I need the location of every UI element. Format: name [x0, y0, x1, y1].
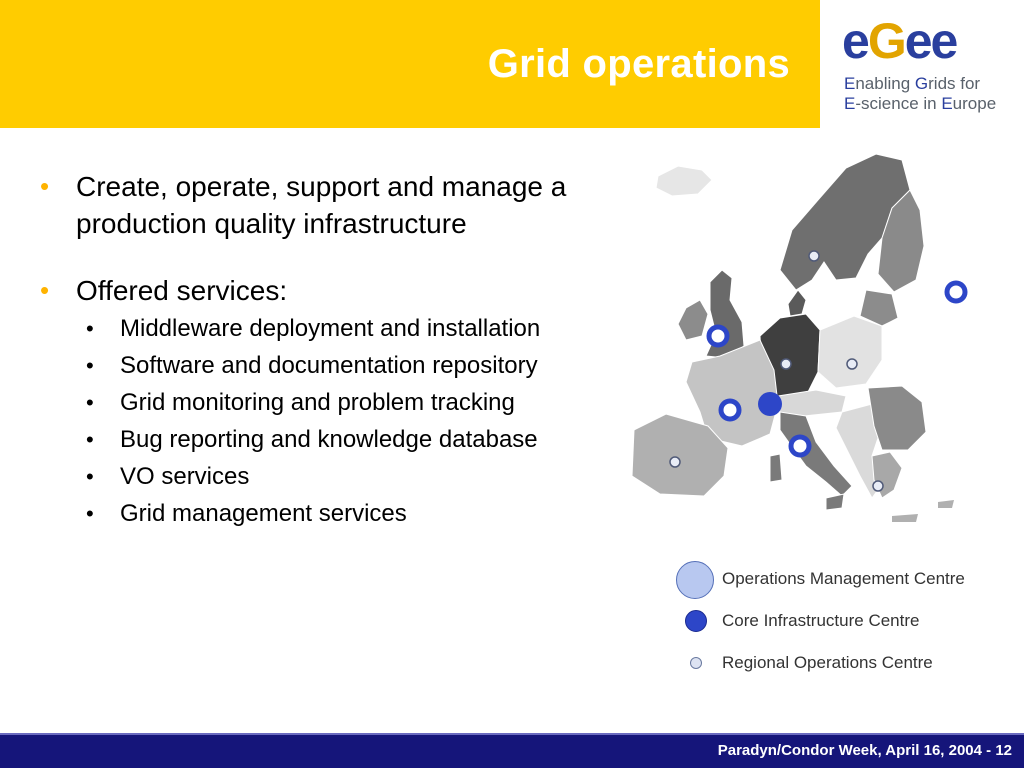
legend-label: Regional Operations Centre [722, 653, 933, 672]
sub-bullet-item: • Grid management services [86, 500, 407, 527]
cic-marker-italy [791, 437, 809, 455]
map-region-central-east [818, 316, 882, 388]
map-region-crete [892, 514, 918, 522]
logo-mark-e: e [842, 13, 868, 69]
sub-bullet-item: • Middleware deployment and installation [86, 315, 541, 342]
logo-mark-ee: ee [904, 13, 957, 69]
europe-map [620, 150, 1000, 535]
footer-bar [0, 733, 1024, 768]
sub-bullet-text: VO services [120, 463, 250, 490]
map-region-cyprus [938, 500, 954, 508]
logo-tagline-line1: Enabling Grids for [844, 74, 981, 93]
sub-bullet-text: Middleware deployment and installation [120, 315, 541, 342]
roc-marker-central-east [847, 359, 857, 369]
roc-marker-greece [873, 481, 883, 491]
logo-tagline-line2: E-science in Europe [844, 94, 997, 113]
map-region-sardinia [770, 454, 782, 482]
legend-item-omc [672, 560, 1012, 600]
logo-mark-g: G [867, 13, 905, 69]
bullet-text: Offered services: [76, 275, 288, 306]
map-region-denmark [788, 290, 806, 316]
legend-item-cic [672, 602, 1012, 642]
map-region-sicily [826, 494, 844, 510]
sub-bullet-item: • Bug reporting and knowledge database [86, 426, 538, 453]
bullet-item [40, 272, 600, 309]
legend-cic-icon [685, 610, 707, 632]
map-region-alpine [778, 390, 846, 416]
bullet-text: Create, operate, support and manage a production quality infrastructure [76, 171, 567, 239]
sub-bullet-text: Software and documentation repository [120, 352, 538, 379]
bullet-item [40, 168, 600, 242]
sub-bullet-text: Bug reporting and knowledge database [120, 426, 538, 453]
cic-marker-france [721, 401, 739, 419]
sub-bullet-item: • Software and documentation repository [86, 352, 538, 379]
slide-title: Grid operations [487, 42, 790, 86]
omc-marker-cern [758, 392, 782, 416]
legend-label: Core Infrastructure Centre [722, 611, 920, 630]
sub-bullet-item: • VO services [86, 463, 250, 490]
footer-divider [0, 733, 1024, 735]
bullet-marker: • [40, 275, 50, 305]
sub-bullet-list [40, 313, 600, 529]
roc-marker-iberia [670, 457, 680, 467]
legend-roc-icon [690, 657, 702, 669]
bullet-marker: • [40, 171, 50, 201]
footer-text: Paradyn/Condor Week, April 16, 2004 - 12 [717, 742, 1012, 759]
logo-wordmark [842, 13, 957, 69]
cic-marker-uk [709, 327, 727, 345]
logo-tagline [844, 74, 1024, 114]
sub-bullet-text: Grid management services [120, 500, 407, 527]
bullet-list [40, 168, 600, 535]
cic-marker-russia [947, 283, 965, 301]
roc-marker-nordic [809, 251, 819, 261]
map-region-iceland [656, 166, 712, 196]
egee-logo [820, 0, 1024, 128]
sub-bullet-text: Grid monitoring and problem tracking [120, 389, 515, 416]
sub-bullet-item: • Grid monitoring and problem tracking [86, 389, 515, 416]
roc-marker-germany [781, 359, 791, 369]
legend-item-roc [672, 644, 1012, 684]
legend-omc-icon [676, 561, 714, 599]
legend-label: Operations Management Centre [722, 569, 965, 588]
map-region-ireland [678, 300, 708, 340]
